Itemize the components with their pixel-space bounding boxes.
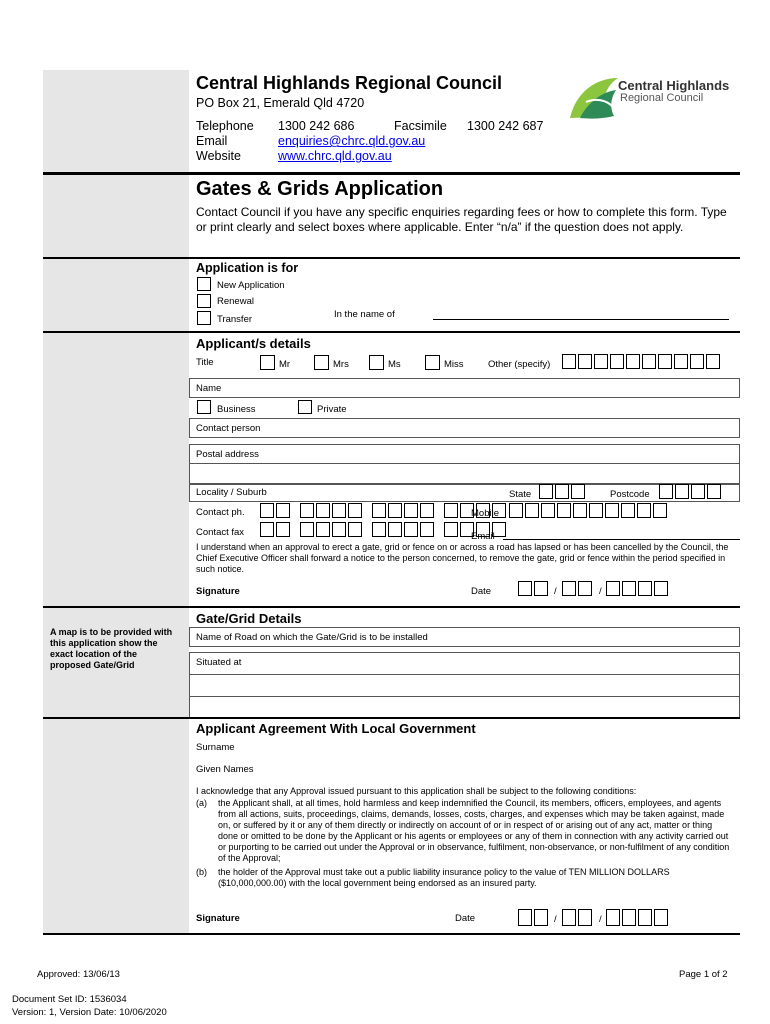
left-margin-panel bbox=[43, 70, 189, 934]
date-slash: / bbox=[554, 586, 557, 597]
divider bbox=[43, 933, 740, 935]
mobile-label: Mobile bbox=[471, 508, 499, 519]
document-set-id: Document Set ID: 1536034 bbox=[12, 994, 127, 1005]
logo-line1: Central Highlands bbox=[618, 78, 730, 93]
title-miss-label: Miss bbox=[444, 359, 464, 370]
email-link[interactable]: enquiries@chrc.qld.gov.au bbox=[278, 134, 426, 148]
approved-date: Approved: 13/06/13 bbox=[37, 969, 120, 980]
postal-address-label: Postal address bbox=[196, 449, 259, 460]
telephone-label: Telephone bbox=[196, 119, 254, 133]
contact-fax-label: Contact fax bbox=[196, 527, 245, 538]
situated-divider bbox=[189, 696, 740, 697]
org-name: Central Highlands Regional Council bbox=[196, 73, 503, 93]
email-field[interactable] bbox=[503, 539, 740, 540]
acknowledge-text: I acknowledge that any Approval issued pursuant to this application shall be subject to the following conditions: bbox=[196, 786, 637, 796]
title-miss-checkbox[interactable] bbox=[425, 355, 440, 370]
website-label: Website bbox=[196, 149, 241, 163]
postal-address-field[interactable] bbox=[189, 444, 740, 484]
title-label: Title bbox=[196, 357, 214, 368]
title-ms-label: Ms bbox=[388, 359, 401, 370]
date-day-boxes[interactable] bbox=[518, 581, 550, 596]
gate-grid-heading: Gate/Grid Details bbox=[196, 611, 302, 626]
transfer-label: Transfer bbox=[217, 314, 253, 325]
signature-label: Signature bbox=[196, 586, 240, 597]
understand-text: I understand when an approval to erect a gate, grid or fence on or across a road has lapsed or has been cancelled by the Council, the Chief Executive Officer shall forward a notice to the person concerned, to remove the gate, grid or fence within the period specified in such notice. bbox=[196, 542, 729, 574]
date-year-boxes[interactable] bbox=[606, 581, 670, 596]
renewal-label: Renewal bbox=[217, 296, 254, 307]
date-label: Date bbox=[471, 586, 492, 597]
mobile-boxes[interactable] bbox=[509, 503, 669, 518]
business-checkbox[interactable] bbox=[197, 400, 211, 414]
situated-divider bbox=[189, 674, 740, 675]
title-mrs-label: Mrs bbox=[333, 359, 349, 370]
surname-label: Surname bbox=[196, 742, 235, 753]
contact-ph-label: Contact ph. bbox=[196, 507, 245, 518]
title-ms-checkbox[interactable] bbox=[369, 355, 384, 370]
agreement-signature-label: Signature bbox=[196, 913, 240, 924]
page-number: Page 1 of 2 bbox=[679, 969, 728, 980]
in-name-of-input[interactable] bbox=[433, 319, 729, 320]
agreement-date-day-boxes[interactable] bbox=[518, 909, 550, 926]
postcode-label: Postcode bbox=[610, 489, 650, 500]
state-label: State bbox=[509, 489, 532, 500]
item-a-marker: (a) bbox=[196, 798, 207, 808]
business-label: Business bbox=[217, 404, 256, 415]
state-boxes[interactable] bbox=[539, 484, 587, 499]
item-b-text: the holder of the Approval must take out a public liability insurance policy to the value of TEN MILLION DOLLARS ($10,000,000.00) with the local government being endorsed as an insured party. bbox=[218, 867, 670, 888]
title-mr-checkbox[interactable] bbox=[260, 355, 275, 370]
locality-label: Locality / Suburb bbox=[196, 487, 267, 498]
website-link[interactable]: www.chrc.qld.gov.au bbox=[278, 149, 392, 163]
email-label: Email bbox=[196, 134, 228, 148]
divider bbox=[43, 717, 740, 719]
postcode-boxes[interactable] bbox=[659, 484, 723, 499]
divider bbox=[43, 257, 740, 259]
private-checkbox[interactable] bbox=[298, 400, 312, 414]
item-a-text: the Applicant shall, at all times, hold harmless and keep indemnified the Council, its members, officers, employees, and agents from all actions, suits, proceedings, claims, demands, losses, costs, charges, and expenses which may be taken against, made on, or suffered by it or any of them directly or indirectly on account of or in respect of or arising out of any act, matter or thing done or omitted to be done by the Applicant or his agents or employees or any of them in connection with any activity carried out or purporting to be carried out under the Approval or in observance, fulfilment, non-observance, or non-fulfilment of any condition of the Approval; bbox=[218, 798, 730, 863]
in-name-of-label: In the name of bbox=[334, 309, 395, 320]
map-note: A map is to be provided with this application show the exact location of the proposed Gate/Grid bbox=[50, 627, 173, 670]
title-mr-label: Mr bbox=[279, 359, 291, 370]
item-b-marker: (b) bbox=[196, 867, 207, 877]
applicant-heading: Applicant/s details bbox=[196, 336, 311, 351]
telephone-value: 1300 242 686 bbox=[278, 119, 355, 133]
date-slash: / bbox=[599, 586, 602, 597]
situated-at-label: Situated at bbox=[196, 657, 242, 668]
application-for-heading: Application is for bbox=[196, 261, 299, 275]
transfer-checkbox[interactable] bbox=[197, 311, 211, 325]
date-slash: / bbox=[554, 914, 557, 925]
date-slash: / bbox=[599, 914, 602, 925]
agreement-heading: Applicant Agreement With Local Government bbox=[196, 721, 476, 736]
facsimile-value: 1300 242 687 bbox=[467, 119, 544, 133]
divider bbox=[43, 606, 740, 608]
title-mrs-checkbox[interactable] bbox=[314, 355, 329, 370]
contact-person-field[interactable] bbox=[189, 418, 740, 438]
agreement-date-year-boxes[interactable] bbox=[606, 909, 670, 926]
name-label: Name bbox=[196, 383, 222, 394]
council-logo bbox=[566, 72, 742, 124]
renewal-checkbox[interactable] bbox=[197, 294, 211, 308]
private-label: Private bbox=[317, 404, 347, 415]
contact-person-label: Contact person bbox=[196, 423, 261, 434]
date-month-boxes[interactable] bbox=[562, 581, 594, 596]
logo-line2: Regional Council bbox=[620, 92, 704, 104]
divider bbox=[43, 172, 740, 175]
other-specify-label: Other (specify) bbox=[488, 359, 551, 370]
road-name-label: Name of Road on which the Gate/Grid is to be installed bbox=[196, 632, 428, 643]
other-specify-boxes[interactable] bbox=[562, 354, 722, 369]
locality-field[interactable] bbox=[189, 484, 740, 502]
postal-divider bbox=[189, 463, 740, 464]
po-box: PO Box 21, Emerald Qld 4720 bbox=[196, 96, 365, 110]
version-info: Version: 1, Version Date: 10/06/2020 bbox=[12, 1007, 167, 1018]
new-application-checkbox[interactable] bbox=[197, 277, 211, 291]
given-names-label: Given Names bbox=[196, 764, 254, 775]
name-field[interactable] bbox=[189, 378, 740, 398]
new-application-label: New Application bbox=[217, 280, 285, 291]
form-intro: Contact Council if you have any specific enquiries regarding fees or how to complete this form. Type or print clearly and select boxes where applicable. Enter “n/a” if the question does not apply. bbox=[196, 205, 727, 234]
agreement-date-label: Date bbox=[455, 913, 476, 924]
email-field-label: Email bbox=[471, 531, 495, 542]
agreement-date-month-boxes[interactable] bbox=[562, 909, 594, 926]
form-title: Gates & Grids Application bbox=[196, 178, 444, 200]
facsimile-label: Facsimile bbox=[394, 119, 447, 133]
situated-at-field[interactable] bbox=[189, 652, 740, 718]
divider bbox=[43, 331, 740, 333]
